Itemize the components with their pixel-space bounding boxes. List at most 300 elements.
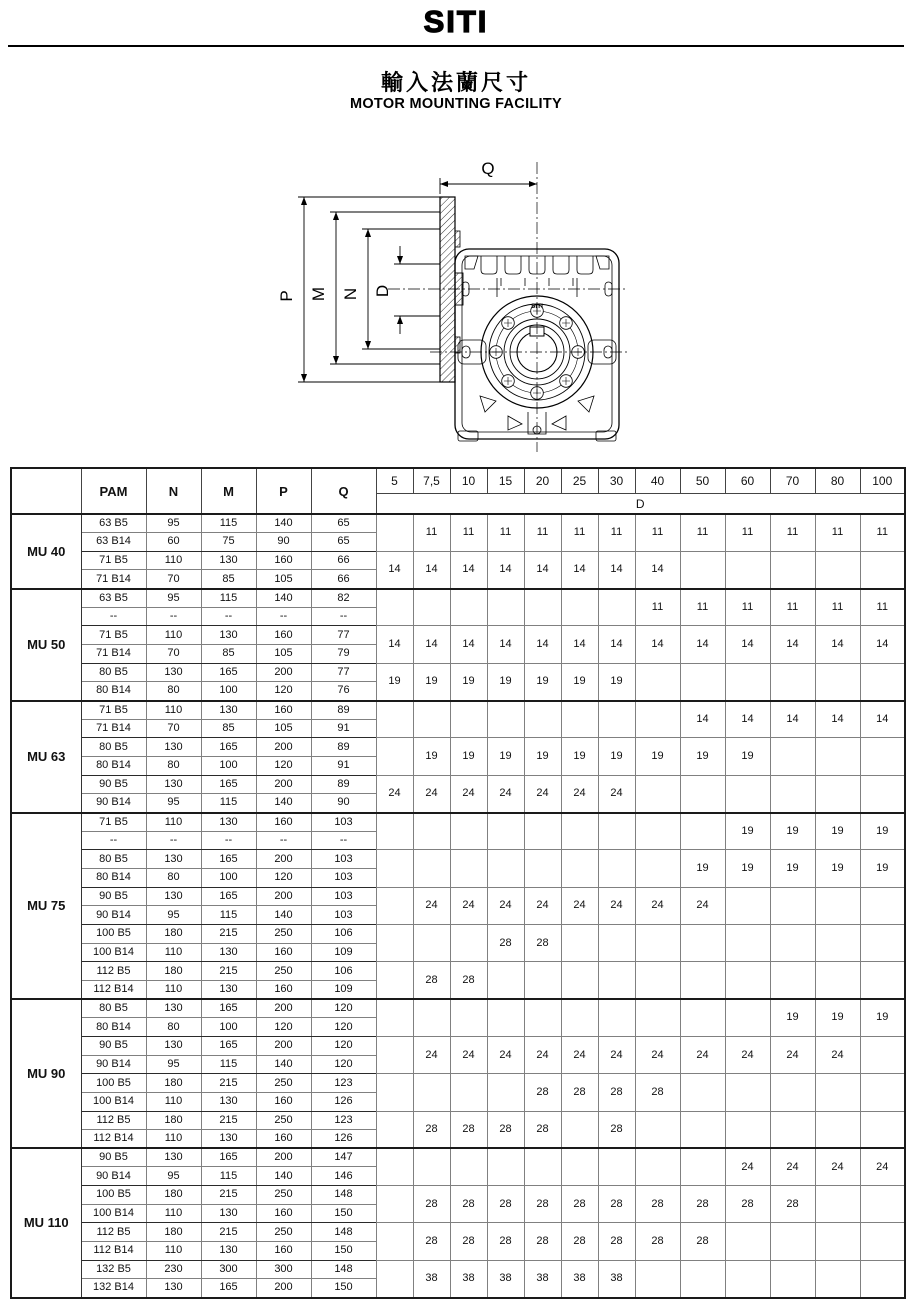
cell-pam: 80 B5 bbox=[81, 738, 146, 757]
model-label: MU 40 bbox=[11, 514, 81, 589]
cell-pam: 80 B14 bbox=[81, 868, 146, 887]
cell-d bbox=[561, 1111, 598, 1148]
cell-p: 160 bbox=[256, 1092, 311, 1111]
cell-n: -- bbox=[146, 607, 201, 626]
cell-pam: 71 B5 bbox=[81, 626, 146, 645]
cell-p: 120 bbox=[256, 682, 311, 701]
header-p: P bbox=[256, 468, 311, 514]
dim-label-q: Q bbox=[481, 159, 495, 178]
cell-n: 180 bbox=[146, 1074, 201, 1093]
cell-p: 250 bbox=[256, 1111, 311, 1130]
cell-m: 165 bbox=[201, 850, 256, 869]
section-mu-110 bbox=[11, 1148, 905, 1297]
cell-d: 11 bbox=[860, 589, 905, 626]
cell-d bbox=[860, 1260, 905, 1297]
cell-pam: 100 B5 bbox=[81, 1074, 146, 1093]
cell-p: 90 bbox=[256, 533, 311, 552]
cell-d bbox=[561, 962, 598, 999]
cell-p: 105 bbox=[256, 570, 311, 589]
cell-pam: 112 B14 bbox=[81, 1242, 146, 1261]
cell-d bbox=[376, 701, 413, 738]
cell-d bbox=[376, 514, 413, 551]
cell-p: 200 bbox=[256, 887, 311, 906]
cell-q: 89 bbox=[311, 701, 376, 720]
cell-n: 110 bbox=[146, 1092, 201, 1111]
cell-d: 19 bbox=[561, 738, 598, 775]
cell-n: 70 bbox=[146, 645, 201, 664]
cell-pam: 63 B5 bbox=[81, 589, 146, 608]
cell-n: 180 bbox=[146, 1186, 201, 1205]
cell-d: 28 bbox=[598, 1223, 635, 1260]
cell-d: 19 bbox=[376, 663, 413, 700]
cell-n: 110 bbox=[146, 551, 201, 570]
cell-d: 19 bbox=[815, 850, 860, 887]
cell-d: 14 bbox=[450, 626, 487, 663]
cell-d: 14 bbox=[376, 551, 413, 588]
cell-d: 28 bbox=[561, 1186, 598, 1223]
cell-d: 28 bbox=[413, 1223, 450, 1260]
cell-pam: 112 B5 bbox=[81, 1223, 146, 1242]
cell-m: 165 bbox=[201, 1148, 256, 1167]
cell-m: 215 bbox=[201, 1186, 256, 1205]
cell-d bbox=[413, 924, 450, 961]
cell-d bbox=[487, 1074, 524, 1111]
cell-m: 75 bbox=[201, 533, 256, 552]
cell-d: 14 bbox=[598, 626, 635, 663]
cell-d: 28 bbox=[524, 924, 561, 961]
cell-d bbox=[598, 850, 635, 887]
table-row bbox=[11, 701, 905, 720]
cell-pam: 112 B5 bbox=[81, 962, 146, 981]
cell-n: 110 bbox=[146, 626, 201, 645]
cell-d bbox=[725, 551, 770, 588]
cell-q: 103 bbox=[311, 813, 376, 832]
cell-d bbox=[487, 962, 524, 999]
header-ratio-7-5: 7,5 bbox=[413, 468, 450, 494]
cell-d: 38 bbox=[450, 1260, 487, 1297]
cell-d bbox=[680, 1074, 725, 1111]
cell-d: 11 bbox=[561, 514, 598, 551]
cell-p: 140 bbox=[256, 794, 311, 813]
cell-q: 148 bbox=[311, 1260, 376, 1279]
cell-n: 130 bbox=[146, 887, 201, 906]
cell-n: 70 bbox=[146, 719, 201, 738]
cell-n: 180 bbox=[146, 924, 201, 943]
cell-m: 85 bbox=[201, 719, 256, 738]
cell-q: 123 bbox=[311, 1111, 376, 1130]
cell-d: 14 bbox=[770, 626, 815, 663]
cell-d: 24 bbox=[561, 1036, 598, 1073]
cell-d bbox=[561, 701, 598, 738]
cell-p: 250 bbox=[256, 962, 311, 981]
cell-d: 19 bbox=[725, 738, 770, 775]
cell-p: 250 bbox=[256, 1074, 311, 1093]
cell-d: 28 bbox=[561, 1074, 598, 1111]
cell-n: 130 bbox=[146, 850, 201, 869]
cell-q: 82 bbox=[311, 589, 376, 608]
cell-d bbox=[450, 701, 487, 738]
cell-pam: 100 B5 bbox=[81, 924, 146, 943]
cell-n: 95 bbox=[146, 906, 201, 925]
cell-pam: 71 B14 bbox=[81, 719, 146, 738]
gearbox-flange-drawing bbox=[272, 134, 672, 466]
cell-d: 28 bbox=[413, 1186, 450, 1223]
cell-d: 14 bbox=[770, 701, 815, 738]
cell-n: 110 bbox=[146, 1242, 201, 1261]
cell-d bbox=[450, 1148, 487, 1185]
cell-d: 19 bbox=[524, 738, 561, 775]
cell-d bbox=[413, 813, 450, 850]
cell-d bbox=[680, 813, 725, 850]
cell-pam: 100 B5 bbox=[81, 1186, 146, 1205]
cell-pam: 112 B14 bbox=[81, 980, 146, 999]
cell-d: 14 bbox=[524, 551, 561, 588]
cell-p: 200 bbox=[256, 775, 311, 794]
cell-m: 165 bbox=[201, 663, 256, 682]
cell-q: 106 bbox=[311, 924, 376, 943]
cell-d: 28 bbox=[413, 1111, 450, 1148]
cell-m: 115 bbox=[201, 1055, 256, 1074]
cell-n: 80 bbox=[146, 868, 201, 887]
cell-pam: 80 B5 bbox=[81, 850, 146, 869]
cell-d bbox=[680, 663, 725, 700]
cell-d bbox=[524, 1148, 561, 1185]
cell-d: 19 bbox=[770, 999, 815, 1036]
cell-m: 85 bbox=[201, 570, 256, 589]
cell-d bbox=[635, 1260, 680, 1297]
cell-pam: 90 B14 bbox=[81, 1167, 146, 1186]
cell-pam: 100 B14 bbox=[81, 943, 146, 962]
cell-d bbox=[524, 962, 561, 999]
cell-d: 11 bbox=[815, 589, 860, 626]
cell-m: 215 bbox=[201, 924, 256, 943]
cell-m: 165 bbox=[201, 887, 256, 906]
header-row-1 bbox=[11, 468, 905, 494]
cell-d bbox=[376, 962, 413, 999]
table-row bbox=[11, 738, 905, 757]
cell-q: 89 bbox=[311, 775, 376, 794]
header-ratio-30: 30 bbox=[598, 468, 635, 494]
cell-q: 90 bbox=[311, 794, 376, 813]
model-label: MU 50 bbox=[11, 589, 81, 701]
table-row bbox=[11, 1111, 905, 1130]
cell-m: 300 bbox=[201, 1260, 256, 1279]
cell-q: 66 bbox=[311, 551, 376, 570]
cell-d: 14 bbox=[561, 551, 598, 588]
cell-d bbox=[815, 1223, 860, 1260]
section-mu-90 bbox=[11, 999, 905, 1148]
cell-pam: 63 B14 bbox=[81, 533, 146, 552]
table-row bbox=[11, 924, 905, 943]
cell-d bbox=[450, 924, 487, 961]
cell-q: -- bbox=[311, 831, 376, 850]
cell-d: 19 bbox=[524, 663, 561, 700]
cell-n: 95 bbox=[146, 589, 201, 608]
cell-d bbox=[635, 850, 680, 887]
cell-n: 80 bbox=[146, 757, 201, 776]
cell-p: 140 bbox=[256, 1055, 311, 1074]
cell-d: 11 bbox=[680, 514, 725, 551]
cell-d bbox=[680, 1260, 725, 1297]
header-ratio-25: 25 bbox=[561, 468, 598, 494]
cell-p: 120 bbox=[256, 868, 311, 887]
header-ratio-70: 70 bbox=[770, 468, 815, 494]
cell-d bbox=[815, 962, 860, 999]
table-header bbox=[11, 468, 905, 514]
cell-d: 24 bbox=[561, 887, 598, 924]
siti-logo: SITI bbox=[423, 4, 489, 39]
section-mu-40 bbox=[11, 514, 905, 589]
cell-pam: 100 B14 bbox=[81, 1204, 146, 1223]
header-divider bbox=[8, 45, 904, 47]
cell-n: 130 bbox=[146, 1148, 201, 1167]
cell-d bbox=[413, 1148, 450, 1185]
cell-d: 11 bbox=[487, 514, 524, 551]
cell-m: 130 bbox=[201, 626, 256, 645]
table-row bbox=[11, 1260, 905, 1279]
cell-m: 100 bbox=[201, 757, 256, 776]
cell-d: 24 bbox=[450, 1036, 487, 1073]
cell-d bbox=[815, 1260, 860, 1297]
cell-d bbox=[725, 1074, 770, 1111]
cell-d: 11 bbox=[770, 514, 815, 551]
cell-d: 19 bbox=[770, 850, 815, 887]
cell-p: 200 bbox=[256, 1279, 311, 1298]
cell-d: 11 bbox=[635, 589, 680, 626]
cell-d: 28 bbox=[635, 1223, 680, 1260]
cell-d: 14 bbox=[413, 551, 450, 588]
cell-pam: 112 B14 bbox=[81, 1130, 146, 1149]
cell-p: 200 bbox=[256, 663, 311, 682]
cell-q: 148 bbox=[311, 1186, 376, 1205]
cell-d: 24 bbox=[680, 1036, 725, 1073]
table-row bbox=[11, 962, 905, 981]
cell-d: 14 bbox=[450, 551, 487, 588]
cell-n: 130 bbox=[146, 663, 201, 682]
cell-n: 80 bbox=[146, 1018, 201, 1037]
cell-d bbox=[770, 1074, 815, 1111]
header-m: M bbox=[201, 468, 256, 514]
cell-m: 165 bbox=[201, 999, 256, 1018]
cell-d: 11 bbox=[450, 514, 487, 551]
cell-pam: 90 B14 bbox=[81, 906, 146, 925]
table-row bbox=[11, 1223, 905, 1242]
cell-pam: -- bbox=[81, 831, 146, 850]
cell-d bbox=[524, 589, 561, 626]
cell-d: 38 bbox=[524, 1260, 561, 1297]
cell-d bbox=[860, 1223, 905, 1260]
table-row bbox=[11, 999, 905, 1018]
cell-d bbox=[524, 813, 561, 850]
cell-q: 109 bbox=[311, 943, 376, 962]
cell-d: 28 bbox=[598, 1111, 635, 1148]
cell-d: 24 bbox=[635, 887, 680, 924]
cell-d bbox=[815, 551, 860, 588]
cell-d: 28 bbox=[680, 1223, 725, 1260]
cell-pam: 71 B5 bbox=[81, 551, 146, 570]
cell-pam: 80 B14 bbox=[81, 757, 146, 776]
table-row bbox=[11, 514, 905, 533]
cell-d: 24 bbox=[450, 887, 487, 924]
cell-d: 24 bbox=[598, 887, 635, 924]
cell-d bbox=[413, 1074, 450, 1111]
cell-m: 130 bbox=[201, 1130, 256, 1149]
cell-d bbox=[725, 775, 770, 812]
cell-d: 11 bbox=[770, 589, 815, 626]
cell-d bbox=[598, 813, 635, 850]
cell-d: 14 bbox=[487, 626, 524, 663]
cell-d bbox=[680, 551, 725, 588]
cell-pam: 80 B14 bbox=[81, 1018, 146, 1037]
dim-label-m: M bbox=[309, 286, 328, 302]
cell-n: 110 bbox=[146, 1204, 201, 1223]
cell-d: 11 bbox=[815, 514, 860, 551]
cell-d: 14 bbox=[598, 551, 635, 588]
header-ratio-40: 40 bbox=[635, 468, 680, 494]
cell-q: 146 bbox=[311, 1167, 376, 1186]
cell-d bbox=[680, 924, 725, 961]
table-row bbox=[11, 1074, 905, 1093]
cell-d bbox=[376, 1186, 413, 1223]
cell-pam: 112 B5 bbox=[81, 1111, 146, 1130]
table-row bbox=[11, 1186, 905, 1205]
cell-d: 14 bbox=[860, 701, 905, 738]
dim-label-d: D bbox=[373, 284, 392, 298]
cell-p: 160 bbox=[256, 551, 311, 570]
cell-d: 19 bbox=[598, 738, 635, 775]
cell-d bbox=[725, 663, 770, 700]
cell-d bbox=[487, 1148, 524, 1185]
cell-d bbox=[598, 1148, 635, 1185]
cell-q: 126 bbox=[311, 1130, 376, 1149]
table-row bbox=[11, 1148, 905, 1167]
header-ratio-5: 5 bbox=[376, 468, 413, 494]
cell-q: 77 bbox=[311, 626, 376, 645]
cell-n: 180 bbox=[146, 1223, 201, 1242]
cell-d: 11 bbox=[413, 514, 450, 551]
model-label: MU 63 bbox=[11, 701, 81, 813]
cell-q: 120 bbox=[311, 1018, 376, 1037]
cell-m: 130 bbox=[201, 813, 256, 832]
cell-d: 11 bbox=[524, 514, 561, 551]
cell-d bbox=[635, 663, 680, 700]
header-ratio-15: 15 bbox=[487, 468, 524, 494]
cell-d: 24 bbox=[376, 775, 413, 812]
cell-n: 110 bbox=[146, 980, 201, 999]
cell-d bbox=[860, 775, 905, 812]
cell-d: 19 bbox=[561, 663, 598, 700]
cell-d: 11 bbox=[725, 514, 770, 551]
cell-d: 19 bbox=[413, 738, 450, 775]
cell-d bbox=[680, 1111, 725, 1148]
cell-d: 19 bbox=[860, 850, 905, 887]
cell-d bbox=[413, 589, 450, 626]
cell-q: -- bbox=[311, 607, 376, 626]
cell-d bbox=[860, 1074, 905, 1111]
cell-d: 24 bbox=[725, 1036, 770, 1073]
cell-d: 28 bbox=[680, 1186, 725, 1223]
cell-m: 130 bbox=[201, 1092, 256, 1111]
cell-p: 200 bbox=[256, 850, 311, 869]
cell-p: 160 bbox=[256, 980, 311, 999]
cell-d bbox=[635, 701, 680, 738]
section-mu-63 bbox=[11, 701, 905, 813]
table-row bbox=[11, 663, 905, 682]
cell-d bbox=[376, 1074, 413, 1111]
cell-d bbox=[860, 738, 905, 775]
cell-d bbox=[487, 813, 524, 850]
cell-d: 19 bbox=[860, 999, 905, 1036]
cell-q: 66 bbox=[311, 570, 376, 589]
cell-d: 14 bbox=[413, 626, 450, 663]
cell-m: 85 bbox=[201, 645, 256, 664]
cell-n: 95 bbox=[146, 794, 201, 813]
cell-m: 100 bbox=[201, 868, 256, 887]
cell-d: 28 bbox=[413, 962, 450, 999]
cell-m: 215 bbox=[201, 962, 256, 981]
cell-d bbox=[561, 924, 598, 961]
cell-d bbox=[598, 924, 635, 961]
cell-d: 14 bbox=[487, 551, 524, 588]
cell-m: 130 bbox=[201, 980, 256, 999]
cell-d bbox=[860, 551, 905, 588]
page-title-english: MOTOR MOUNTING FACILITY bbox=[349, 96, 563, 112]
cell-d: 11 bbox=[598, 514, 635, 551]
header-n: N bbox=[146, 468, 201, 514]
cell-d bbox=[635, 813, 680, 850]
cell-d bbox=[450, 589, 487, 626]
section-mu-75 bbox=[11, 813, 905, 1000]
header-d: D bbox=[376, 494, 905, 515]
cell-d: 19 bbox=[487, 663, 524, 700]
cell-d: 19 bbox=[450, 663, 487, 700]
cell-pam: 80 B14 bbox=[81, 682, 146, 701]
cell-d bbox=[376, 1036, 413, 1073]
cell-q: 89 bbox=[311, 738, 376, 757]
cell-d: 28 bbox=[725, 1186, 770, 1223]
cell-p: -- bbox=[256, 607, 311, 626]
cell-pam: 90 B5 bbox=[81, 887, 146, 906]
cell-m: -- bbox=[201, 831, 256, 850]
cell-n: 60 bbox=[146, 533, 201, 552]
table-row bbox=[11, 850, 905, 869]
cell-d bbox=[815, 1186, 860, 1223]
header-ratio-10: 10 bbox=[450, 468, 487, 494]
cell-d: 14 bbox=[725, 701, 770, 738]
header-ratio-60: 60 bbox=[725, 468, 770, 494]
cell-n: 110 bbox=[146, 701, 201, 720]
cell-p: 105 bbox=[256, 645, 311, 664]
cell-d bbox=[770, 775, 815, 812]
cell-n: 95 bbox=[146, 514, 201, 533]
cell-d: 24 bbox=[561, 775, 598, 812]
body-engraving: SITI bbox=[531, 303, 543, 310]
cell-m: 165 bbox=[201, 775, 256, 794]
cell-q: 150 bbox=[311, 1204, 376, 1223]
model-label: MU 90 bbox=[11, 999, 81, 1148]
cell-q: 103 bbox=[311, 887, 376, 906]
cell-d bbox=[815, 924, 860, 961]
cell-d bbox=[598, 701, 635, 738]
cell-d: 38 bbox=[487, 1260, 524, 1297]
cell-d: 24 bbox=[770, 1148, 815, 1185]
cell-pam: 90 B14 bbox=[81, 794, 146, 813]
cell-d bbox=[725, 962, 770, 999]
cell-pam: 80 B5 bbox=[81, 663, 146, 682]
cell-d: 24 bbox=[524, 887, 561, 924]
cell-d: 19 bbox=[680, 738, 725, 775]
cell-d: 38 bbox=[413, 1260, 450, 1297]
